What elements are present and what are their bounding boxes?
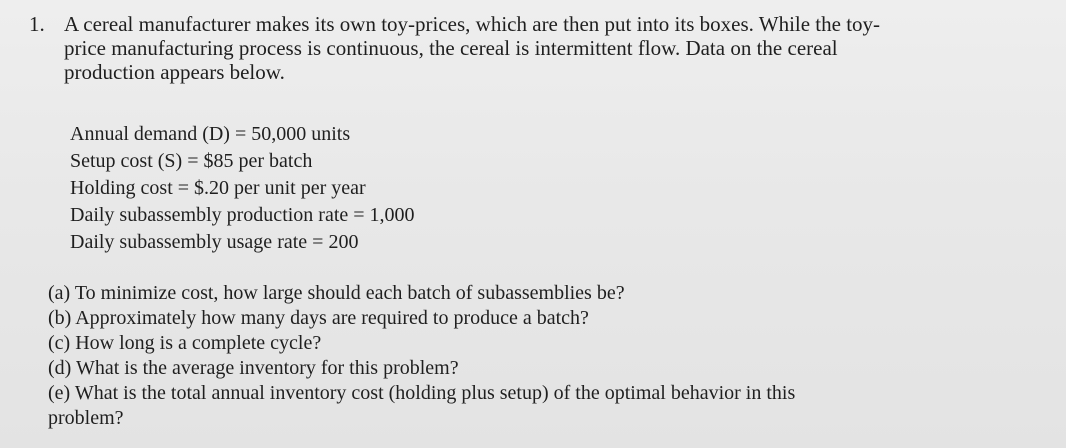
question-e: (e) What is the total annual inventory cost (holding plus setup) of the optimal behavior in this — [48, 382, 796, 404]
problem-intro — [64, 12, 1039, 84]
given-annual-demand: Annual demand (D) = 50,000 units — [70, 123, 351, 145]
question-b: (b) Approximately how many days are required to produce a batch? — [48, 307, 589, 329]
question-e-continued: problem? — [48, 407, 124, 429]
question-list — [48, 281, 1028, 431]
given-production-rate: Daily subassembly production rate = 1,000 — [70, 204, 415, 226]
given-data-list — [70, 121, 415, 256]
given-usage-rate: Daily subassembly usage rate = 200 — [70, 231, 359, 253]
question-d: (d) What is the average inventory for this problem? — [48, 357, 459, 379]
intro-line: A cereal manufacturer makes its own toy-prices, which are then put into its boxes. While the toy- — [64, 12, 881, 36]
given-setup-cost: Setup cost (S) = $85 per batch — [70, 150, 313, 172]
question-a: (a) To minimize cost, how large should each batch of subassemblies be? — [48, 282, 625, 304]
given-holding-cost: Holding cost = $.20 per unit per year — [70, 177, 366, 199]
problem-number: 1. — [29, 12, 45, 36]
question-c: (c) How long is a complete cycle? — [48, 332, 322, 354]
intro-line: production appears below. — [64, 60, 285, 84]
intro-line: price manufacturing process is continuous, the cereal is intermittent flow. Data on the cereal — [64, 36, 838, 60]
